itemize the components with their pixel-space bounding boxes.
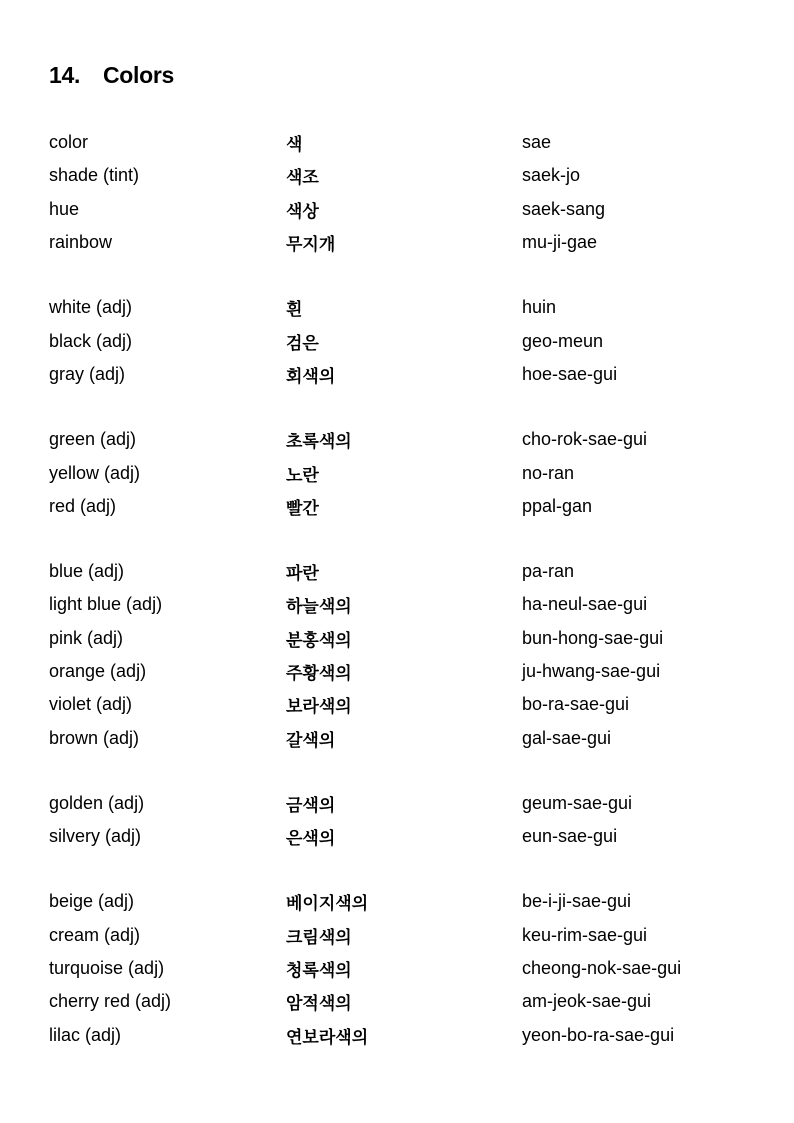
korean-term: 파란 [286,564,319,585]
vocab-row [49,555,769,588]
english-term: silvery (adj) [49,826,142,847]
romanization: yeon-bo-ra-sae-gui [522,1024,675,1045]
vocab-row [49,456,769,489]
vocab-row [49,358,769,391]
korean-term: 색 [286,135,303,156]
page-title [49,62,174,89]
romanization: no-ran [522,462,575,483]
korean-term: 금색의 [286,795,336,816]
english-term: turquoise (adj) [49,958,165,979]
korean-term: 색상 [286,201,319,222]
romanization: hoe-sae-gui [522,363,618,384]
english-term: rainbow [49,232,113,253]
korean-term: 색조 [286,168,319,189]
english-term: blue (adj) [49,561,125,582]
korean-term: 청록색의 [286,961,352,982]
korean-term: 초록색의 [286,432,352,453]
vocab-row [49,655,769,688]
vocab-group [49,885,769,1051]
vocab-row [49,688,769,721]
vocab-group [49,126,769,259]
vocab-row [49,126,769,159]
korean-term: 주황색의 [286,664,352,684]
vocab-row [49,159,769,192]
romanization: be-i-ji-sae-gui [522,891,632,912]
vocab-row [49,885,769,918]
romanization: eun-sae-gui [522,826,618,847]
romanization: saek-sang [522,198,606,219]
vocab-group [49,555,769,755]
korean-term: 갈색의 [286,730,336,751]
vocab-row [49,423,769,456]
vocab-row [49,324,769,357]
korean-term: 무지개 [286,235,336,256]
vocab-row [49,588,769,621]
korean-term: 암적색의 [286,994,352,1015]
vocab-row [49,490,769,523]
romanization: geo-meun [522,330,604,351]
romanization: ppal-gan [522,495,593,516]
vocab-row [49,1019,769,1052]
section-title: Colors [103,62,175,88]
vocab-row [49,721,769,754]
romanization: am-jeok-sae-gui [522,991,652,1012]
section-number: 14. [49,62,81,88]
english-term: golden (adj) [49,792,145,813]
english-term: gray (adj) [49,363,126,384]
vocab-row [49,787,769,820]
english-term: hue [49,198,80,219]
korean-term: 빨간 [286,498,319,519]
korean-term: 베이지색의 [286,894,369,915]
vocab-row [49,193,769,226]
romanization: sae [522,132,552,153]
english-term: black (adj) [49,330,133,351]
english-term: violet (adj) [49,694,133,715]
english-term: orange (adj) [49,661,147,681]
english-term: light blue (adj) [49,594,163,615]
english-term: color [49,132,89,153]
romanization: bun-hong-sae-gui [522,627,664,648]
english-term: pink (adj) [49,627,124,648]
romanization: ha-neul-sae-gui [522,594,648,615]
vocabulary-list [49,126,769,1084]
english-term: lilac (adj) [49,1024,122,1045]
vocab-row [49,820,769,853]
korean-term: 은색의 [286,829,336,850]
korean-term: 크림색의 [286,927,352,948]
korean-term: 회색의 [286,366,336,387]
english-term: green (adj) [49,429,137,450]
korean-term: 연보라색의 [286,1027,369,1048]
romanization: cheong-nok-sae-gui [522,958,682,979]
english-term: beige (adj) [49,891,135,912]
korean-term: 노란 [286,465,319,486]
vocab-row [49,291,769,324]
romanization: mu-ji-gae [522,232,598,253]
korean-term: 검은 [286,333,319,354]
vocab-group [49,291,769,391]
romanization: saek-jo [522,165,581,186]
vocab-group [49,787,769,854]
vocab-row [49,226,769,259]
romanization: bo-ra-sae-gui [522,694,630,715]
english-term: white (adj) [49,297,133,318]
romanization: cho-rok-sae-gui [522,429,648,450]
romanization: huin [522,297,557,318]
korean-term: 분홍색의 [286,630,352,651]
vocab-row [49,622,769,655]
romanization: geum-sae-gui [522,792,633,813]
romanization: ju-hwang-sae-gui [522,661,661,681]
english-term: cream (adj) [49,924,141,945]
vocab-row [49,952,769,985]
english-term: yellow (adj) [49,462,141,483]
korean-term: 흰 [286,300,303,321]
romanization: gal-sae-gui [522,727,612,748]
english-term: shade (tint) [49,165,140,186]
vocab-group [49,423,769,523]
romanization: keu-rim-sae-gui [522,924,648,945]
romanization: pa-ran [522,561,575,582]
vocab-row [49,985,769,1018]
english-term: red (adj) [49,495,117,516]
english-term: brown (adj) [49,727,140,748]
korean-term: 하늘색의 [286,597,352,618]
korean-term: 보라색의 [286,697,352,718]
vocab-row [49,919,769,952]
english-term: cherry red (adj) [49,991,172,1012]
